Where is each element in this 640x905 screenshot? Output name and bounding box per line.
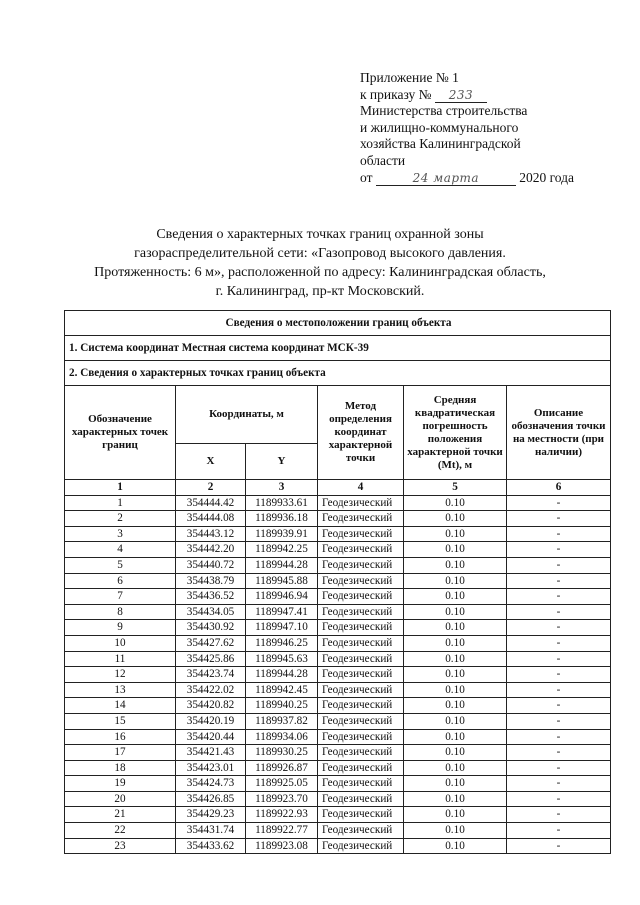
coord-x-cell: 354420.19 [176, 713, 246, 729]
point-number-cell: 19 [65, 776, 176, 792]
header-x: X [176, 444, 246, 480]
table-row [65, 620, 611, 636]
description-cell: - [507, 698, 611, 714]
coord-y-cell: 1189922.93 [246, 807, 318, 823]
description-cell: - [507, 682, 611, 698]
coord-y-cell: 1189946.94 [246, 589, 318, 605]
coord-y-cell: 1189942.25 [246, 542, 318, 558]
appendix-block [360, 70, 620, 186]
description-cell: - [507, 823, 611, 839]
coord-y-cell: 1189939.91 [246, 526, 318, 542]
point-number-cell: 13 [65, 682, 176, 698]
error-cell: 0.10 [404, 495, 507, 511]
ministry-line-1: Министерства строительства [360, 103, 528, 119]
point-number-cell: 16 [65, 729, 176, 745]
table-row [65, 542, 611, 558]
table-body [65, 495, 611, 854]
description-cell: - [507, 604, 611, 620]
title-line-4: г. Калининград, пр-кт Московский. [215, 284, 425, 299]
header-method: Метод определения координат характерной точки [318, 386, 404, 480]
table-row [65, 511, 611, 527]
coord-y-cell: 1189947.10 [246, 620, 318, 636]
method-cell: Геодезический [318, 526, 404, 542]
coord-x-cell: 354423.01 [176, 760, 246, 776]
error-cell: 0.10 [404, 511, 507, 527]
coord-x-cell: 354434.05 [176, 604, 246, 620]
date-line [360, 170, 620, 187]
coord-y-cell: 1189926.87 [246, 760, 318, 776]
error-cell: 0.10 [404, 823, 507, 839]
description-cell: - [507, 807, 611, 823]
error-cell: 0.10 [404, 635, 507, 651]
document-title [40, 225, 600, 301]
error-cell: 0.10 [404, 573, 507, 589]
table-row [65, 495, 611, 511]
header-coordinates: Координаты, м [176, 386, 318, 444]
error-cell: 0.10 [404, 604, 507, 620]
method-cell: Геодезический [318, 495, 404, 511]
point-number-cell: 11 [65, 651, 176, 667]
method-cell: Геодезический [318, 511, 404, 527]
method-cell: Геодезический [318, 791, 404, 807]
coord-y-cell: 1189944.28 [246, 557, 318, 573]
method-cell: Геодезический [318, 604, 404, 620]
points-section-title: 2. Сведения о характерных точках границ объекта [65, 361, 611, 386]
coord-x-cell: 354425.86 [176, 651, 246, 667]
method-cell: Геодезический [318, 698, 404, 714]
point-number-cell: 20 [65, 791, 176, 807]
header-designation: Обозначение характерных точек границ [65, 386, 176, 480]
coord-y-cell: 1189945.63 [246, 651, 318, 667]
error-cell: 0.10 [404, 745, 507, 761]
appendix-title: Приложение № 1 [360, 70, 459, 85]
coord-y-cell: 1189934.06 [246, 729, 318, 745]
coord-x-cell: 354421.43 [176, 745, 246, 761]
column-number: 4 [318, 480, 404, 496]
error-cell: 0.10 [404, 838, 507, 854]
coord-y-cell: 1189944.28 [246, 667, 318, 683]
coord-y-cell: 1189922.77 [246, 823, 318, 839]
coord-x-cell: 354430.92 [176, 620, 246, 636]
error-cell: 0.10 [404, 807, 507, 823]
error-cell: 0.10 [404, 667, 507, 683]
description-cell: - [507, 729, 611, 745]
column-number: 1 [65, 480, 176, 496]
point-number-cell: 3 [65, 526, 176, 542]
coord-x-cell: 354426.85 [176, 791, 246, 807]
header-description: Описание обозначения точки на местности (при наличии) [507, 386, 611, 480]
method-cell: Геодезический [318, 745, 404, 761]
table-row [65, 823, 611, 839]
coord-x-cell: 354423.74 [176, 667, 246, 683]
coord-x-cell: 354429.23 [176, 807, 246, 823]
coord-x-cell: 354440.72 [176, 557, 246, 573]
coordinate-system: 1. Система координат Местная система координат МСК-39 [65, 336, 611, 361]
point-number-cell: 6 [65, 573, 176, 589]
coord-x-cell: 354420.44 [176, 729, 246, 745]
point-number-cell: 5 [65, 557, 176, 573]
coord-y-cell: 1189936.18 [246, 511, 318, 527]
table-row [65, 635, 611, 651]
table-row [65, 791, 611, 807]
table-row [65, 713, 611, 729]
coord-x-cell: 354431.74 [176, 823, 246, 839]
description-cell: - [507, 526, 611, 542]
column-number: 2 [176, 480, 246, 496]
coord-x-cell: 354433.62 [176, 838, 246, 854]
point-number-cell: 1 [65, 495, 176, 511]
table-row [65, 776, 611, 792]
boundary-points-table [64, 310, 611, 854]
ministry-line-3: хозяйства Калининградской [360, 136, 521, 152]
table-row [65, 807, 611, 823]
error-cell: 0.10 [404, 776, 507, 792]
ministry-line-4: области [360, 152, 406, 168]
point-number-cell: 18 [65, 760, 176, 776]
coord-y-cell: 1189945.88 [246, 573, 318, 589]
title-line-1: Сведения о характерных точках границ охранной зоны [156, 227, 484, 242]
description-cell: - [507, 620, 611, 636]
description-cell: - [507, 511, 611, 527]
description-cell: - [507, 557, 611, 573]
table-row [65, 651, 611, 667]
column-number: 5 [404, 480, 507, 496]
coord-y-cell: 1189923.08 [246, 838, 318, 854]
description-cell: - [507, 791, 611, 807]
coord-x-cell: 354438.79 [176, 573, 246, 589]
column-number: 6 [507, 480, 611, 496]
point-number-cell: 8 [65, 604, 176, 620]
table-row [65, 760, 611, 776]
method-cell: Геодезический [318, 589, 404, 605]
table-row [65, 604, 611, 620]
description-cell: - [507, 635, 611, 651]
error-cell: 0.10 [404, 526, 507, 542]
description-cell: - [507, 667, 611, 683]
method-cell: Геодезический [318, 620, 404, 636]
coord-x-cell: 354420.82 [176, 698, 246, 714]
coord-x-cell: 354436.52 [176, 589, 246, 605]
error-cell: 0.10 [404, 651, 507, 667]
description-cell: - [507, 651, 611, 667]
error-cell: 0.10 [404, 713, 507, 729]
coord-x-cell: 354427.62 [176, 635, 246, 651]
error-cell: 0.10 [404, 589, 507, 605]
title-line-3: Протяженность: 6 м», расположенной по адресу: Калининградская область, [94, 265, 546, 280]
point-number-cell: 17 [65, 745, 176, 761]
date-handwritten: 24 марта [376, 172, 516, 186]
table-row [65, 682, 611, 698]
error-cell: 0.10 [404, 557, 507, 573]
description-cell: - [507, 542, 611, 558]
point-number-cell: 9 [65, 620, 176, 636]
coord-y-cell: 1189930.25 [246, 745, 318, 761]
point-number-cell: 15 [65, 713, 176, 729]
table-row [65, 698, 611, 714]
table-row [65, 729, 611, 745]
ministry-line-2: и жилищно-коммунального [360, 119, 519, 135]
table-row [65, 557, 611, 573]
column-numbers-row [65, 480, 611, 496]
point-number-cell: 22 [65, 823, 176, 839]
coord-x-cell: 354444.42 [176, 495, 246, 511]
coord-y-cell: 1189925.05 [246, 776, 318, 792]
method-cell: Геодезический [318, 557, 404, 573]
point-number-cell: 7 [65, 589, 176, 605]
error-cell: 0.10 [404, 760, 507, 776]
method-cell: Геодезический [318, 542, 404, 558]
order-prefix: к приказу № [360, 86, 432, 102]
table-row [65, 589, 611, 605]
point-number-cell: 4 [65, 542, 176, 558]
title-line-2: газораспределительной сети: «Газопровод высокого давления. [134, 246, 506, 261]
point-number-cell: 12 [65, 667, 176, 683]
error-cell: 0.10 [404, 682, 507, 698]
description-cell: - [507, 495, 611, 511]
coord-y-cell: 1189923.70 [246, 791, 318, 807]
coord-x-cell: 354443.12 [176, 526, 246, 542]
table-row [65, 526, 611, 542]
method-cell: Геодезический [318, 651, 404, 667]
table-row [65, 838, 611, 854]
header-y: Y [246, 444, 318, 480]
coord-y-cell: 1189946.25 [246, 635, 318, 651]
description-cell: - [507, 589, 611, 605]
description-cell: - [507, 713, 611, 729]
order-number-line [360, 87, 620, 104]
date-suffix: 2020 года [519, 169, 575, 185]
coord-x-cell: 354424.73 [176, 776, 246, 792]
method-cell: Геодезический [318, 713, 404, 729]
table-row [65, 745, 611, 761]
description-cell: - [507, 776, 611, 792]
method-cell: Геодезический [318, 667, 404, 683]
method-cell: Геодезический [318, 760, 404, 776]
method-cell: Геодезический [318, 682, 404, 698]
method-cell: Геодезический [318, 729, 404, 745]
method-cell: Геодезический [318, 635, 404, 651]
error-cell: 0.10 [404, 620, 507, 636]
error-cell: 0.10 [404, 729, 507, 745]
coord-x-cell: 354442.20 [176, 542, 246, 558]
coord-x-cell: 354422.02 [176, 682, 246, 698]
column-number: 3 [246, 480, 318, 496]
order-number-handwritten: 233 [435, 89, 487, 103]
coord-y-cell: 1189937.82 [246, 713, 318, 729]
date-prefix: от [360, 169, 373, 185]
method-cell: Геодезический [318, 807, 404, 823]
coord-y-cell: 1189942.45 [246, 682, 318, 698]
point-number-cell: 21 [65, 807, 176, 823]
method-cell: Геодезический [318, 823, 404, 839]
header-error: Средняя квадратическая погрешность положения характерной точки (Mt), м [404, 386, 507, 480]
method-cell: Геодезический [318, 573, 404, 589]
error-cell: 0.10 [404, 542, 507, 558]
coord-y-cell: 1189940.25 [246, 698, 318, 714]
description-cell: - [507, 745, 611, 761]
point-number-cell: 2 [65, 511, 176, 527]
point-number-cell: 10 [65, 635, 176, 651]
error-cell: 0.10 [404, 791, 507, 807]
section-header: Сведения о местоположении границ объекта [65, 311, 611, 336]
table-row [65, 573, 611, 589]
error-cell: 0.10 [404, 698, 507, 714]
point-number-cell: 14 [65, 698, 176, 714]
method-cell: Геодезический [318, 776, 404, 792]
coord-y-cell: 1189947.41 [246, 604, 318, 620]
description-cell: - [507, 573, 611, 589]
table-row [65, 667, 611, 683]
description-cell: - [507, 760, 611, 776]
coord-y-cell: 1189933.61 [246, 495, 318, 511]
coord-x-cell: 354444.08 [176, 511, 246, 527]
description-cell: - [507, 838, 611, 854]
method-cell: Геодезический [318, 838, 404, 854]
point-number-cell: 23 [65, 838, 176, 854]
